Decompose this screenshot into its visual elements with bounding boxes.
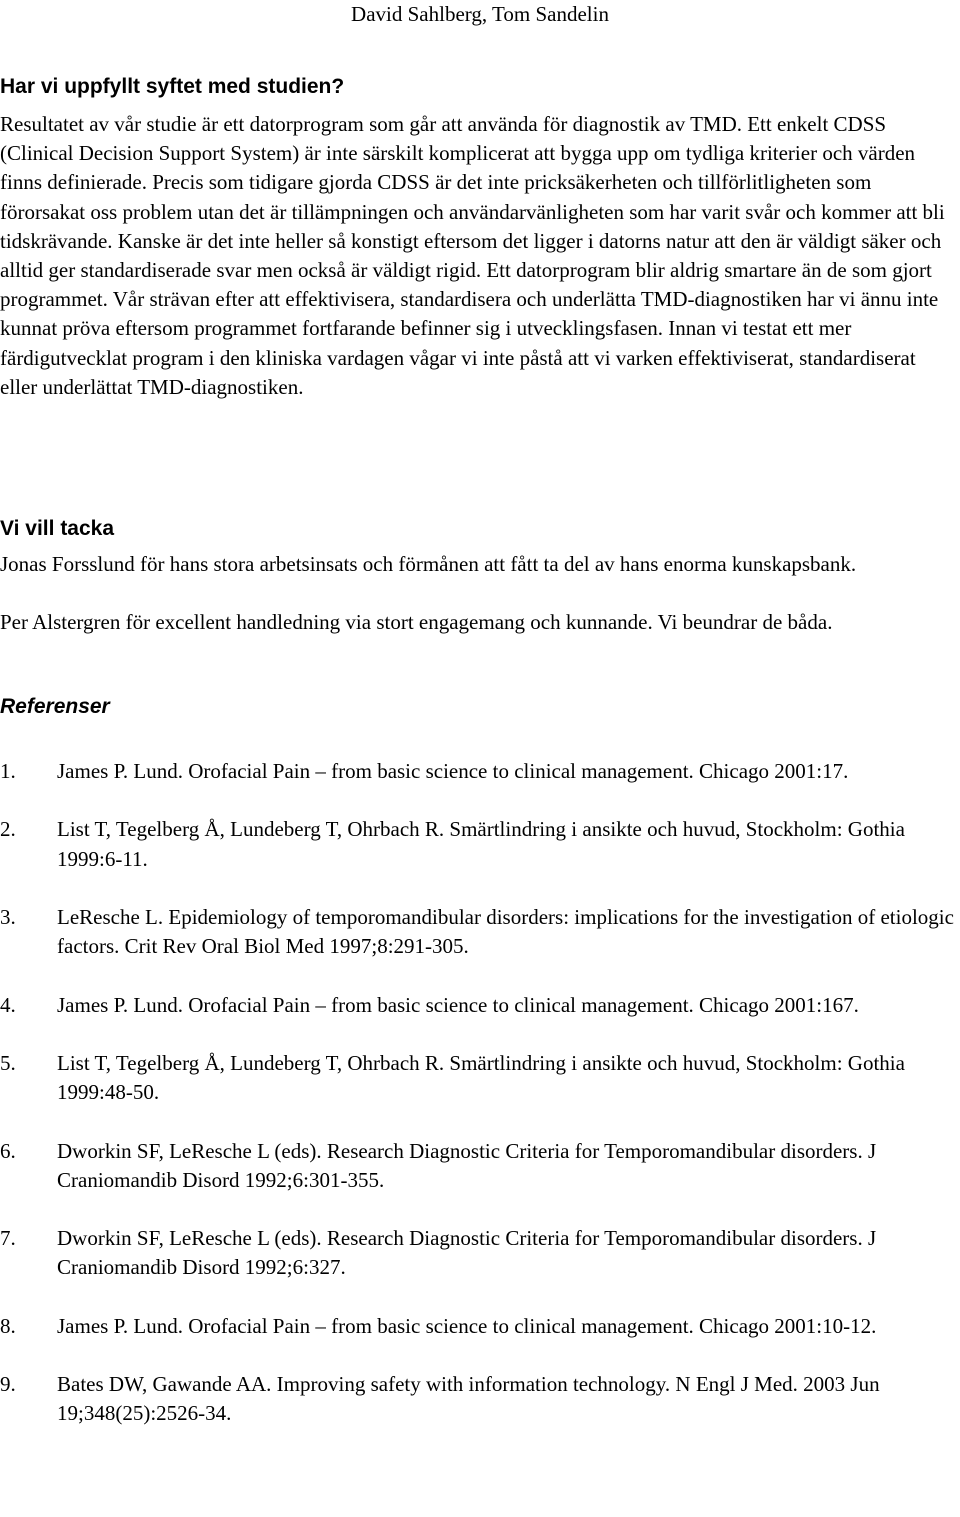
reference-item xyxy=(0,1049,958,1107)
reference-number: 7. xyxy=(0,1226,16,1251)
reference-item xyxy=(0,1224,958,1282)
reference-list xyxy=(0,757,958,1458)
reference-item xyxy=(0,991,958,1020)
running-header-authors: David Sahlberg, Tom Sandelin xyxy=(351,2,609,26)
reference-item xyxy=(0,757,958,786)
reference-number: 2. xyxy=(0,817,16,842)
reference-text: List T, Tegelberg Å, Lundeberg T, Ohrbach R. Smärtlindring i ansikte och huvud, Stockholm: Gothia 1999:6-11. xyxy=(57,817,905,871)
reference-item xyxy=(0,1370,958,1428)
acknowledgement-forsslund: Jonas Forsslund för hans stora arbetsinsats och förmånen att fått ta del av hans enorma kunskapsbank. xyxy=(0,552,857,576)
reference-text: James P. Lund. Orofacial Pain – from basic science to clinical management. Chicago 2001:167. xyxy=(57,992,859,1017)
reference-number: 1. xyxy=(0,759,16,783)
reference-number: 9. xyxy=(0,1372,16,1397)
reference-number: 4. xyxy=(0,992,16,1017)
reference-text: Bates DW, Gawande AA. Improving safety with information technology. N Engl J Med. 2003 Jun 19;348(25):2526-34. xyxy=(57,1372,880,1426)
heading-purpose-fulfilled: Har vi uppfyllt syftet med studien? xyxy=(0,75,345,98)
reference-item xyxy=(0,903,958,961)
reference-text: Dworkin SF, LeResche L (eds). Research Diagnostic Criteria for Temporomandibular disorders. J Craniomandib Disord 1992;6:301-355. xyxy=(57,1138,877,1192)
reference-text: James P. Lund. Orofacial Pain – from basic science to clinical management. Chicago 2001:10-12. xyxy=(57,1313,877,1338)
reference-item xyxy=(0,815,958,873)
acknowledgement-alstergren: Per Alstergren för excellent handledning via stort engagemang och kunnande. Vi beundrar de båda. xyxy=(0,610,833,634)
heading-references: Referenser xyxy=(0,695,110,718)
heading-acknowledgements: Vi vill tacka xyxy=(0,517,115,540)
reference-number: 5. xyxy=(0,1050,16,1075)
reference-text: List T, Tegelberg Å, Lundeberg T, Ohrbach R. Smärtlindring i ansikte och huvud, Stockholm: Gothia 1999:48-50. xyxy=(57,1050,905,1105)
reference-number: 6. xyxy=(0,1138,16,1163)
reference-text: Dworkin SF, LeResche L (eds). Research Diagnostic Criteria for Temporomandibular disorders. J Craniomandib Disord 1992;6:327. xyxy=(57,1226,877,1280)
reference-item xyxy=(0,1312,958,1341)
reference-text: James P. Lund. Orofacial Pain – from basic science to clinical management. Chicago 2001:17. xyxy=(57,759,849,783)
reference-text: LeResche L. Epidemiology of temporomandibular disorders: implications for the investigation of etiologic factors. Crit Rev Oral Biol Med 1997;8:291-305. xyxy=(57,904,954,959)
reference-item xyxy=(0,1137,958,1195)
paragraph-results: Resultatet av vår studie är ett datorprogram som går att använda för diagnostik av TMD. Ett enkelt CDSS (Clinical Decision Support System) är inte särskilt komplicerat att bygga upp om tydliga kriterier och värden finns definierade. Precis som tidigare gjorda CDSS är det inte pricksäkerheten och tillförlitligheten som förorsakat oss problem utan det är tillämpningen och användarvänligheten som har varit svår och kommer att bli tidskrävande. Kanske är det inte heller så konstigt eftersom det ligger i datorns natur att den är väldigt säker och alltid ger standardiserade svar men också är väldigt rigid. Ett datorprogram blir aldrig smartare än de som gjort programmet. Vår strävan efter att effektivisera, standardisera och underlätta TMD-diagnostiken har vi ännu inte kunnat pröva eftersom programmet fortfarande befinner sig i utvecklingsfasen. Innan vi testat ett mer färdigutvecklat program i den kliniska vardagen vågar vi inte påstå att vi varken effektiviserat, standardiserat eller underlättat TMD-diagnostiken. xyxy=(0,112,945,399)
reference-number: 8. xyxy=(0,1313,16,1338)
reference-number: 3. xyxy=(0,904,16,929)
